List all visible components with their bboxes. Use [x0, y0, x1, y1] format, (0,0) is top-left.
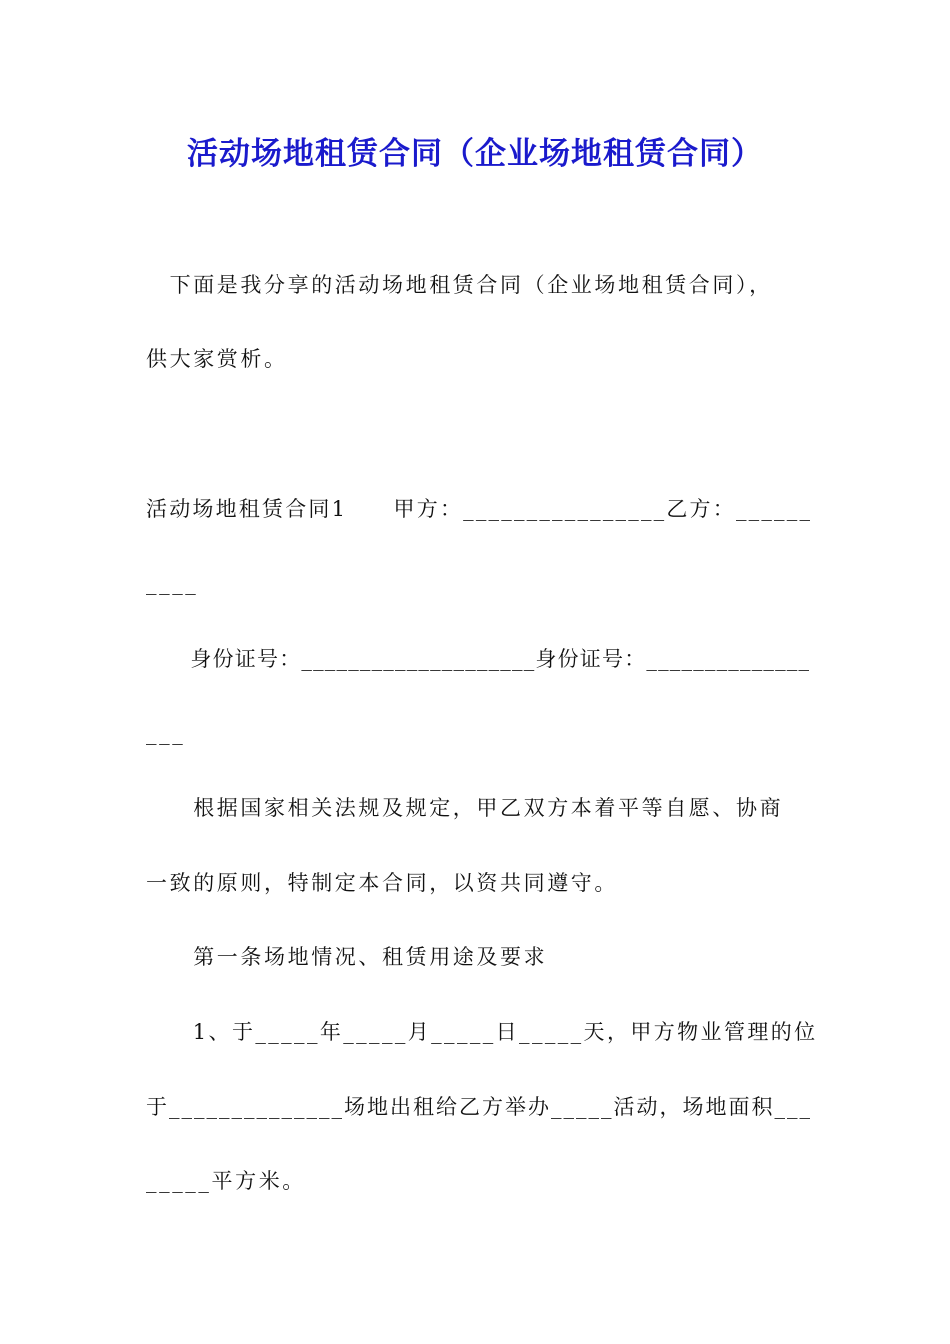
clause-one-line-1: 1、于_____年_____月_____日_____天，甲方物业管理的位: [146, 1020, 818, 1044]
id-number-line-cont: ___: [146, 721, 186, 745]
intro-line-1: 下面是我分享的活动场地租赁合同（企业场地租赁合同），: [146, 273, 773, 297]
clause-one-line-3: _____平方米。: [146, 1169, 306, 1193]
basis-line-2: 一致的原则，特制定本合同，以资共同遵守。: [146, 871, 618, 895]
document-title: 活动场地租赁合同（企业场地租赁合同）: [187, 136, 763, 172]
clause-one-line-2: 于______________场地出租给乙方举办_____活动，场地面积___: [146, 1095, 812, 1119]
article-one-heading: 第一条场地情况、租赁用途及要求: [146, 945, 548, 969]
contract-heading-line: 活动场地租赁合同1 甲方：________________乙方：______: [146, 497, 813, 521]
basis-line-1: 根据国家相关法规及规定，甲乙双方本着平等自愿、协商: [146, 796, 784, 820]
intro-line-2: 供大家赏析。: [146, 347, 288, 371]
id-number-line: 身份证号：____________________身份证号：______________: [146, 647, 811, 671]
contract-heading-line-cont: ____: [146, 571, 199, 595]
